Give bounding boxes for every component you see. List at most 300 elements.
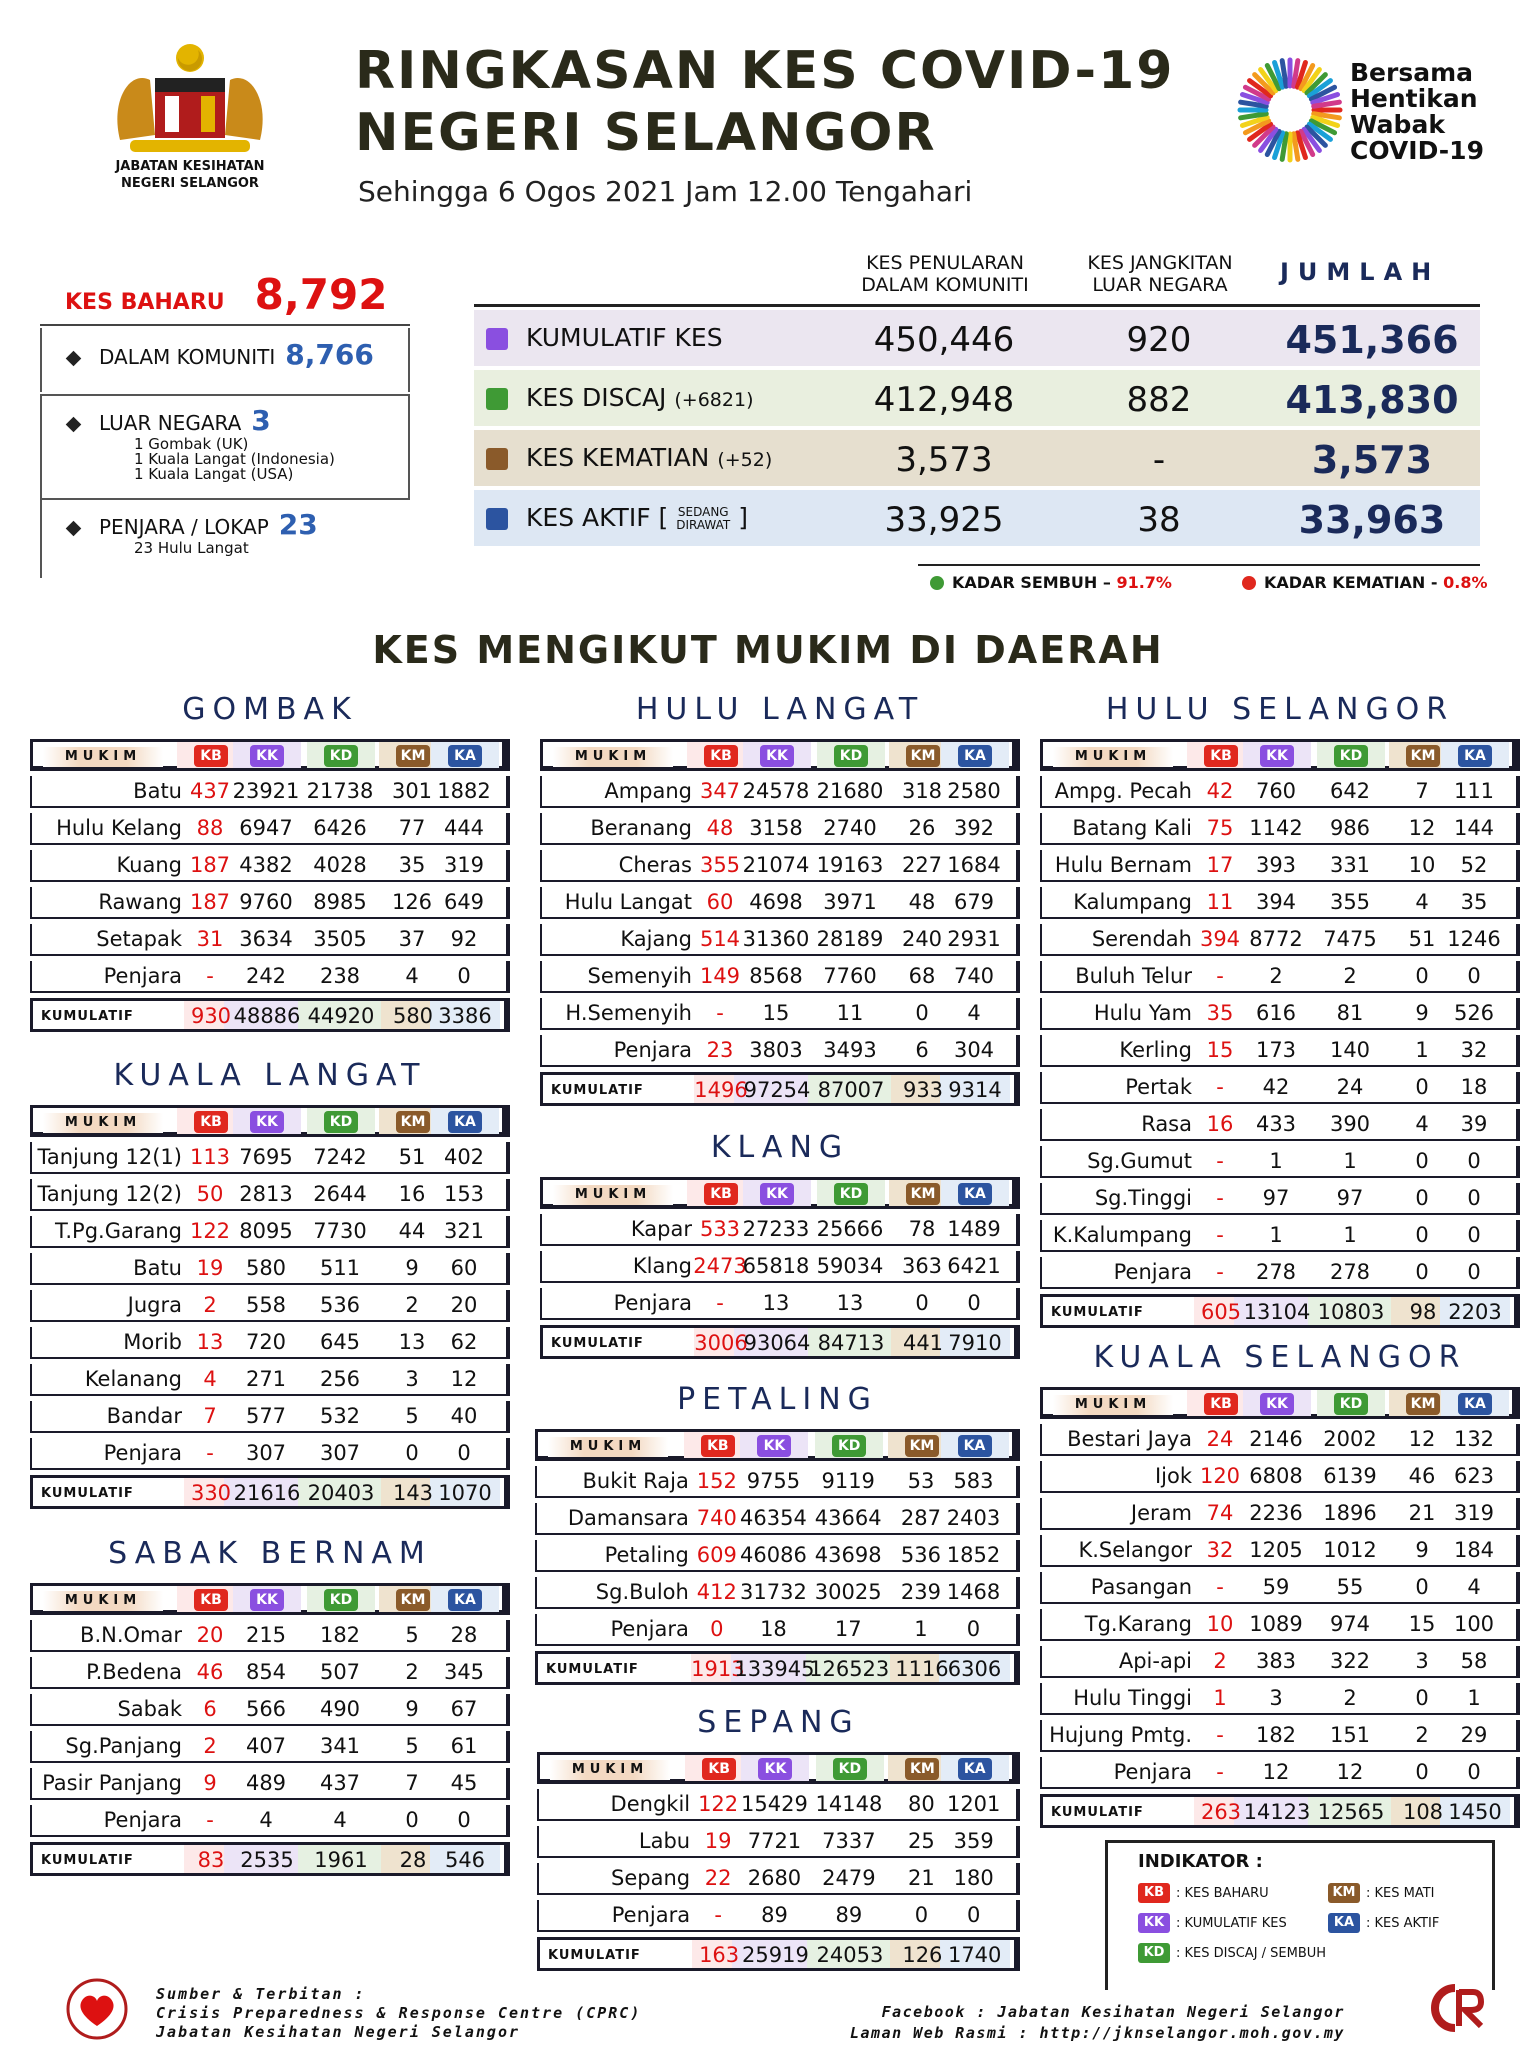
mukim-name: Penjara: [1113, 1760, 1192, 1784]
overseas-box: [40, 394, 410, 498]
cell-kd: 536: [319, 1293, 361, 1317]
cell-kk: 1142: [1249, 816, 1303, 840]
cell-kb: 16: [1206, 1112, 1234, 1136]
cell-kk: 2: [1269, 964, 1283, 988]
summary-row-label: KES AKTIF [ SEDANG DIRAWAT ]: [526, 503, 748, 532]
cell-kk: 2236: [1249, 1501, 1303, 1525]
mukim-name: Setapak: [96, 927, 182, 951]
prison-box: [40, 498, 410, 578]
table-row: [30, 1401, 510, 1433]
cell-kb: 122: [698, 1792, 739, 1816]
page-subtitle: Sehingga 6 Ogos 2021 Jam 12.00 Tengahari: [358, 175, 973, 208]
table-row: [537, 1863, 1020, 1895]
cell-kd: 1: [1343, 1149, 1357, 1173]
mukim-name: Batu: [133, 1256, 182, 1280]
cell-km: 2: [1415, 1723, 1429, 1747]
cell-kb: 24: [1206, 1427, 1234, 1451]
cell-kd: 3493: [823, 1038, 877, 1062]
badge-kk: KK: [760, 745, 794, 767]
indicator-legend: [1105, 1840, 1495, 1990]
cell-ka: 35: [1460, 890, 1488, 914]
badge-ka: KA: [958, 1183, 992, 1205]
cell-kd: 2740: [823, 816, 877, 840]
mukim-name: Tanjung 12(1): [37, 1145, 182, 1169]
cell-km: 363: [901, 1254, 943, 1278]
mukim-name: Sg.Panjang: [65, 1734, 182, 1758]
cell-ka: 0: [457, 964, 471, 988]
cell-km: 9: [405, 1256, 419, 1280]
badge-km: KM: [1406, 745, 1440, 767]
mukim-name: B.N.Omar: [80, 1623, 182, 1647]
indicator-title: INDIKATOR :: [1138, 1851, 1263, 1872]
cumulative-kd: 12565: [1317, 1800, 1385, 1824]
cumulative-ka: 1740: [947, 1943, 1002, 1967]
cumulative-kd: 84713: [817, 1331, 885, 1355]
mukim-name: Ampg. Pecah: [1054, 779, 1192, 803]
mukim-name: Bestari Jaya: [1067, 1427, 1192, 1451]
cell-km: 0: [1415, 1186, 1429, 1210]
community-value: 412,948: [873, 380, 1015, 420]
mukim-name: Semenyih: [587, 964, 692, 988]
cell-kk: 215: [245, 1623, 287, 1647]
cell-km: 239: [900, 1580, 941, 1604]
cell-kb: 2473: [693, 1254, 747, 1278]
table-header: [535, 1429, 1020, 1461]
cell-ka: 60: [450, 1256, 478, 1280]
district-table-hulu-langat: [540, 692, 1020, 1106]
cumulative-kk: 97254: [743, 1078, 811, 1102]
cell-km: 536: [900, 1543, 941, 1567]
table-header: [1040, 1387, 1520, 1419]
badge-kk: KK: [250, 1589, 284, 1611]
cumulative-kk: 93064: [743, 1331, 811, 1355]
cell-kd: 7475: [1323, 927, 1377, 951]
badge-kd: KD: [324, 745, 358, 767]
cell-ka: 402: [443, 1145, 485, 1169]
cell-ka: 52: [1460, 853, 1488, 877]
overseas-header: KES JANGKITAN LUAR NEGARA: [1087, 252, 1233, 296]
cell-kk: 31360: [742, 927, 810, 951]
cell-kk: 7695: [239, 1145, 293, 1169]
cumulative-kb: 83: [197, 1848, 225, 1872]
cumulative-kd: 87007: [817, 1078, 885, 1102]
cell-km: 35: [398, 853, 426, 877]
cell-ka: 20: [450, 1293, 478, 1317]
badge-km: KM: [396, 1589, 430, 1611]
cell-km: 4: [1415, 890, 1429, 914]
table-row: [30, 1694, 510, 1726]
cell-kd: 437: [319, 1771, 361, 1795]
cell-kd: 2644: [313, 1182, 367, 1206]
table-header: [540, 739, 1020, 771]
cell-kd: 1896: [1323, 1501, 1377, 1525]
cumulative-row: [30, 998, 510, 1032]
badge-kb: KB: [194, 1589, 228, 1611]
table-row: [1040, 1424, 1520, 1456]
mukim-header: MUKIM: [553, 747, 673, 767]
cumulative-km: 126: [902, 1943, 943, 1967]
summary-row: [474, 490, 1480, 546]
cell-kd: 322: [1329, 1649, 1371, 1673]
cell-ka: 740: [953, 964, 995, 988]
mukim-name: Penjara: [613, 1038, 692, 1062]
district-name: SABAK BERNAM: [108, 1536, 432, 1571]
indicator-item-kd: [1138, 1943, 1326, 1963]
cell-kb: 7: [203, 1404, 217, 1428]
overseas-value: 882: [1126, 380, 1192, 420]
cell-kb: 42: [1206, 779, 1234, 803]
badge-ka: KA: [958, 1435, 992, 1457]
district-name: HULU SELANGOR: [1105, 692, 1455, 727]
table-row: [1040, 1109, 1520, 1141]
cell-km: 0: [1415, 1223, 1429, 1247]
mukim-header: MUKIM: [550, 1760, 670, 1780]
mukim-name: Api-api: [1118, 1649, 1192, 1673]
badge-kd: KD: [1334, 1393, 1368, 1415]
cell-kk: 2813: [239, 1182, 293, 1206]
table-row: [1040, 850, 1520, 882]
cumulative-ka: 9314: [948, 1078, 1002, 1102]
summary-row: [474, 370, 1480, 426]
cell-km: 0: [1415, 1149, 1429, 1173]
mukim-name: Sg.Buloh: [595, 1580, 689, 1604]
cell-kd: 1: [1343, 1223, 1357, 1247]
cell-kd: 3505: [313, 927, 367, 951]
cell-km: 0: [1415, 1760, 1429, 1784]
death-rate: KADAR KEMATIAN - 0.8%: [1242, 573, 1488, 592]
cell-ka: 58: [1460, 1649, 1488, 1673]
mukim-name: Hulu Tinggi: [1073, 1686, 1192, 1710]
cell-km: 240: [901, 927, 943, 951]
cell-km: 9: [405, 1697, 419, 1721]
cell-ka: 0: [967, 1291, 981, 1315]
badge-ka: KA: [958, 1758, 992, 1780]
cell-kd: 182: [319, 1623, 361, 1647]
badge-ka: KA: [448, 745, 482, 767]
mukim-name: Tanjung 12(2): [37, 1182, 182, 1206]
cell-kb: 412: [696, 1580, 737, 1604]
cell-kb: -: [1216, 1260, 1224, 1284]
table-row: [30, 1438, 510, 1470]
cumulative-row: [535, 1651, 1020, 1685]
cell-kk: 580: [245, 1256, 287, 1280]
cumulative-km: 108: [1402, 1800, 1444, 1824]
indicator-label: : KES MATI: [1366, 1885, 1435, 1901]
cell-km: 12: [1408, 1427, 1436, 1451]
cell-ka: 29: [1460, 1723, 1488, 1747]
cumulative-kb: 263: [1200, 1800, 1242, 1824]
cell-km: 51: [398, 1145, 426, 1169]
cell-kb: 2: [203, 1293, 217, 1317]
badge-kb: KB: [1138, 1883, 1170, 1903]
mukim-name: Damansara: [567, 1506, 689, 1530]
badge-km: KM: [396, 1111, 430, 1133]
prison-detail: 23 Hulu Langat: [134, 539, 249, 557]
mukim-name: Penjara: [103, 1808, 182, 1832]
mukim-name: Buluh Telur: [1075, 964, 1192, 988]
cell-kk: 720: [245, 1330, 287, 1354]
table-row: [535, 1540, 1020, 1572]
cell-kb: 20: [196, 1623, 224, 1647]
cell-kk: 2146: [1249, 1427, 1303, 1451]
cell-kk: 18: [760, 1617, 787, 1641]
overseas-value: 3: [251, 404, 271, 437]
cell-km: 21: [908, 1866, 935, 1890]
cell-km: 25: [908, 1829, 935, 1853]
mukim-name: Beranang: [590, 816, 692, 840]
cell-kb: 48: [706, 816, 734, 840]
badge-km: KM: [1328, 1883, 1360, 1903]
table-row: [540, 998, 1020, 1030]
badge-ka: KA: [958, 745, 992, 767]
diamond-bullet-icon: [66, 417, 82, 433]
cumulative-kk: 2535: [240, 1848, 294, 1872]
mukim-name: Kajang: [620, 927, 692, 951]
summary-row: [474, 430, 1480, 486]
badge-kb: KB: [704, 1183, 738, 1205]
heart-ministry-logo: [62, 1978, 132, 2040]
cell-kd: 4028: [313, 853, 367, 877]
color-square-icon: [486, 328, 508, 350]
badge-kb: KB: [194, 1111, 228, 1133]
cell-ka: 0: [1467, 964, 1481, 988]
district-table-klang: [540, 1130, 1020, 1359]
cell-km: 9: [1415, 1001, 1429, 1025]
table-row: [537, 1789, 1020, 1821]
cell-kb: -: [1216, 1760, 1224, 1784]
green-dot-icon: [930, 576, 944, 590]
mukim-header: MUKIM: [548, 1437, 668, 1457]
overseas-detail: 1 Gombak (UK): [134, 435, 249, 453]
cell-ka: 1489: [947, 1217, 1001, 1241]
mukim-header: MUKIM: [43, 1591, 163, 1611]
cumulative-kb: 330: [190, 1481, 232, 1505]
table-row: [535, 1466, 1020, 1498]
cell-kb: 9: [203, 1771, 217, 1795]
cell-ka: 1684: [947, 853, 1001, 877]
cell-kk: 12: [1262, 1760, 1290, 1784]
cell-kk: 854: [245, 1660, 287, 1684]
cumulative-kk: 21616: [233, 1481, 301, 1505]
cumulative-kd: 20403: [307, 1481, 375, 1505]
cell-kk: 3158: [749, 816, 803, 840]
cell-kd: 2002: [1323, 1427, 1377, 1451]
mukim-name: K.Kalumpang: [1052, 1223, 1192, 1247]
cell-kd: 21738: [306, 779, 374, 803]
cell-kb: 514: [699, 927, 741, 951]
cell-km: 9: [1415, 1538, 1429, 1562]
cell-kb: 0: [710, 1617, 724, 1641]
cumulative-label: KUMULATIF: [41, 1853, 134, 1868]
cell-ka: 321: [443, 1219, 485, 1243]
cumulative-kd: 24053: [816, 1943, 884, 1967]
cumulative-ka: 7910: [948, 1331, 1002, 1355]
cell-kk: 394: [1255, 890, 1297, 914]
cell-km: 10: [1408, 853, 1436, 877]
table-row: [1040, 1220, 1520, 1252]
cell-kb: 187: [189, 890, 231, 914]
mukim-name: Penjara: [1113, 1260, 1192, 1284]
cell-ka: 623: [1453, 1464, 1495, 1488]
mukim-header: MUKIM: [43, 1113, 163, 1133]
cell-kk: 13: [762, 1291, 790, 1315]
summary-row-label: KES KEMATIAN (+52): [526, 443, 773, 472]
mukim-name: Ampang: [604, 779, 692, 803]
cell-kd: 3971: [823, 890, 877, 914]
cell-kd: 43698: [814, 1543, 882, 1567]
cell-km: 0: [405, 1441, 419, 1465]
cell-ka: 0: [457, 1808, 471, 1832]
cell-km: 46: [1408, 1464, 1436, 1488]
cell-kk: 9755: [746, 1469, 801, 1493]
cumulative-label: KUMULATIF: [551, 1336, 644, 1351]
cell-kk: 46086: [740, 1543, 807, 1567]
district-name: KLANG: [710, 1130, 850, 1165]
mukim-header: MUKIM: [553, 1185, 673, 1205]
indicator-label: : KES DISCAJ / SEMBUH: [1176, 1945, 1327, 1961]
mukim-name: Hulu Bernam: [1054, 853, 1192, 877]
table-row: [30, 887, 510, 919]
overseas-value: -: [1152, 440, 1166, 480]
mukim-name: Kerling: [1119, 1038, 1192, 1062]
badge-kb: KB: [701, 1435, 735, 1457]
cumulative-row: [540, 1072, 1020, 1106]
cell-kd: 986: [1329, 816, 1371, 840]
badge-km: KM: [905, 1758, 939, 1780]
cell-kd: 490: [319, 1697, 361, 1721]
total-header: JUMLAH: [1280, 258, 1441, 286]
cell-kk: 8568: [749, 964, 803, 988]
cell-kb: 437: [189, 779, 231, 803]
total-value: 33,963: [1298, 498, 1446, 542]
table-row: [30, 1620, 510, 1652]
table-row: [30, 850, 510, 882]
cumulative-kd: 44920: [307, 1004, 375, 1028]
new-cases-value: 8,792: [254, 270, 388, 319]
cell-kd: 17: [834, 1617, 862, 1641]
cell-kb: 31: [196, 927, 224, 951]
cell-kb: -: [1216, 1223, 1224, 1247]
cell-km: 51: [1408, 927, 1436, 951]
overseas-detail: 1 Kuala Langat (USA): [134, 465, 294, 483]
mukim-name: Tg.Karang: [1084, 1612, 1192, 1636]
department-name: JABATAN KESIHATAN NEGERI SELANGOR: [115, 159, 265, 191]
cell-kb: 187: [189, 853, 231, 877]
cell-kb: 23: [706, 1038, 734, 1062]
total-value: 451,366: [1285, 318, 1459, 362]
table-row: [540, 850, 1020, 882]
cumulative-ka: 6306: [947, 1657, 1002, 1681]
cell-ka: 0: [967, 1903, 981, 1927]
badge-kb: KB: [702, 1758, 736, 1780]
cell-kd: 4: [333, 1808, 347, 1832]
cell-ka: 28: [450, 1623, 478, 1647]
table-row: [540, 1288, 1020, 1320]
cumulative-km: 143: [392, 1481, 434, 1505]
cell-kk: 4698: [749, 890, 803, 914]
table-row: [1040, 1461, 1520, 1493]
indicator-item-ka: [1328, 1913, 1439, 1933]
cumulative-kb: 163: [699, 1943, 740, 1967]
cumulative-label: KUMULATIF: [41, 1009, 134, 1024]
cell-ka: 1201: [946, 1792, 1001, 1816]
badge-kk: KK: [250, 745, 284, 767]
cell-kd: 238: [319, 964, 361, 988]
cell-kd: 24: [1336, 1075, 1364, 1099]
cell-ka: 62: [450, 1330, 478, 1354]
cell-km: 21: [1408, 1501, 1436, 1525]
cell-kb: 32: [1206, 1538, 1234, 1562]
cell-ka: 45: [450, 1771, 478, 1795]
cell-ka: 92: [450, 927, 478, 951]
cumulative-km: 98: [1409, 1300, 1437, 1324]
table-row: [537, 1900, 1020, 1932]
cell-kk: 3: [1269, 1686, 1283, 1710]
cell-kd: 14148: [815, 1792, 883, 1816]
cell-ka: 0: [1467, 1186, 1481, 1210]
cell-ka: 132: [1453, 1427, 1495, 1451]
cell-kb: -: [1216, 1075, 1224, 1099]
table-row: [30, 961, 510, 993]
cumulative-label: KUMULATIF: [548, 1948, 641, 1963]
cell-kd: 974: [1329, 1612, 1371, 1636]
community-value: 450,446: [873, 320, 1015, 360]
badge-kd: KD: [1334, 745, 1368, 767]
table-row: [535, 1503, 1020, 1535]
cumulative-km: 1116: [895, 1657, 949, 1681]
cell-ka: 2931: [947, 927, 1001, 951]
mukim-name: Sepang: [611, 1866, 691, 1890]
table-row: [537, 1826, 1020, 1858]
cell-ka: 67: [450, 1697, 478, 1721]
cell-kk: 4382: [239, 853, 293, 877]
color-square-icon: [486, 388, 508, 410]
cell-km: 12: [1408, 816, 1436, 840]
mukim-name: Hujung Pmtg.: [1049, 1723, 1192, 1747]
cell-kk: 242: [245, 964, 287, 988]
cell-ka: 0: [1467, 1223, 1481, 1247]
district-table-sabak-bernam: [30, 1536, 510, 1876]
cumulative-label: KUMULATIF: [41, 1486, 134, 1501]
badge-kb: KB: [1204, 1393, 1238, 1415]
cumulative-label: KUMULATIF: [1051, 1805, 1144, 1820]
table-row: [1040, 1609, 1520, 1641]
cell-kb: 88: [196, 816, 224, 840]
table-row: [30, 1216, 510, 1248]
cell-kk: 6808: [1249, 1464, 1303, 1488]
cell-kb: 394: [1199, 927, 1241, 951]
cell-km: 1: [1415, 1038, 1429, 1062]
cell-ka: 0: [457, 1441, 471, 1465]
cell-kd: 511: [319, 1256, 361, 1280]
cell-km: 0: [915, 1001, 929, 1025]
table-row: [535, 1614, 1020, 1646]
badge-kk: KK: [1260, 1393, 1294, 1415]
indicator-label: : KUMULATIF KES: [1176, 1915, 1287, 1931]
cell-ka: 0: [1467, 1760, 1481, 1784]
cell-kd: 7337: [822, 1829, 876, 1853]
cell-kk: 407: [245, 1734, 287, 1758]
cumulative-label: KUMULATIF: [551, 1083, 644, 1098]
cumulative-ka: 546: [444, 1848, 486, 1872]
table-header: [30, 1105, 510, 1137]
cell-kb: -: [1216, 1149, 1224, 1173]
badge-kb: KB: [1204, 745, 1238, 767]
table-row: [30, 1179, 510, 1211]
cell-kb: 13: [196, 1330, 224, 1354]
cell-kb: 149: [699, 964, 741, 988]
cell-kd: 30025: [814, 1580, 882, 1604]
